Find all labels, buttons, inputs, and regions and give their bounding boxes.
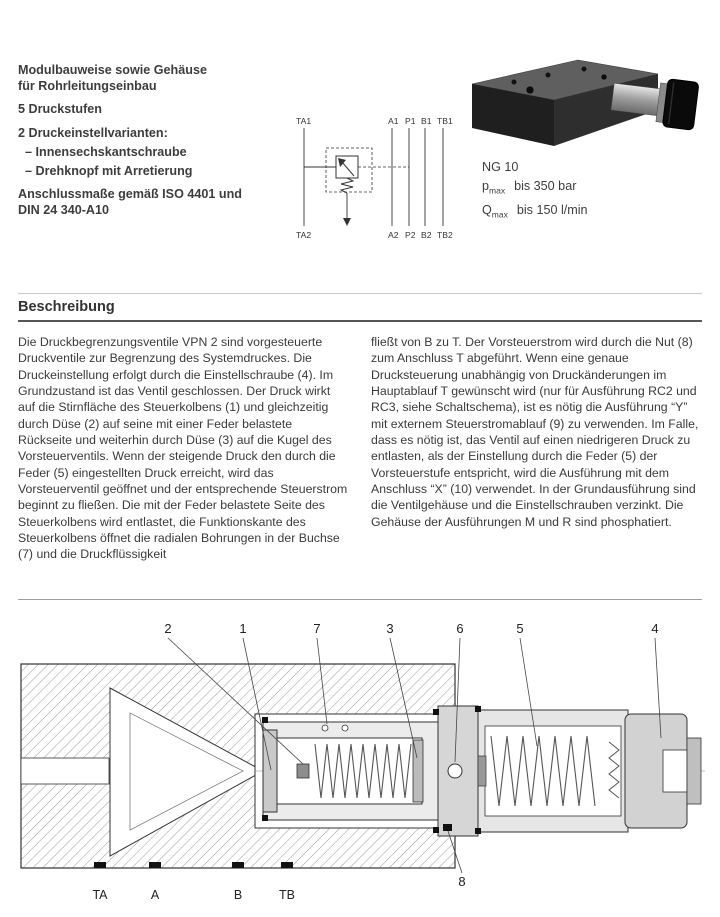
svg-text:TB1: TB1 [437,116,453,126]
hydraulic-schematic [292,114,464,240]
svg-text:3: 3 [386,621,394,636]
feature-line: Anschlussmaße gemäß ISO 4401 und [18,187,242,202]
product-info [482,158,588,224]
svg-text:5: 5 [516,621,524,636]
feature-line: 5 Druckstufen [18,102,102,117]
feature-line: 2 Druckeinstellvarianten: [18,126,168,141]
svg-text:B2: B2 [421,230,432,240]
svg-text:8: 8 [458,874,466,889]
svg-text:P2: P2 [405,230,416,240]
schematic-labels-top [296,116,453,126]
heading-rule [18,320,702,322]
qmax-line: $Q_{max}$ bis 150 l/min [482,202,588,220]
svg-text:4: 4 [651,621,659,636]
svg-text:2: 2 [164,621,172,636]
svg-text:TA1: TA1 [296,116,312,126]
pilot-stage [478,710,701,832]
feature-line: Modulbauweise sowie Gehäuse [18,63,207,77]
svg-text:A: A [150,888,160,902]
feature-line: DIN 24 340-A10 [18,203,110,218]
svg-text:TB2: TB2 [437,230,453,240]
svg-text:P1: P1 [405,116,416,126]
pmax-line: $p_{max}$ bis 350 bar [482,179,577,196]
description [18,334,702,563]
model-label: NG 10 [482,160,519,174]
section-heading: Beschreibung [18,299,115,315]
svg-text:7: 7 [313,621,321,636]
svg-text:B1: B1 [421,116,432,126]
divider [18,293,702,294]
feature-line: für Rohrleitungseinbau [18,78,157,93]
svg-text:B: B [233,888,243,902]
svg-text:TA: TA [92,888,108,902]
port-labels [92,888,295,902]
description-column-right: fließt von B zu T. Der Vorsteuerstrom wird durch die Nut (8) zum Anschluss T abgeführt. Wenn eine genaue Drucksteuerung unabhängig von Druckänderungen im Hauptablauf T gewünscht wird (nur für Ausführung RC2 und RC3, siehe Schaltschema), ist es nötig die Ausführung “Y” mit externem Steuerstromablauf (9) zu verwenden. Im Falle, dass es nötig ist, das Ventil auf einen niedrigeren Druck zu entlasten, als der Einstellung durch die Feder (5) der Vorsteuerstufe entspricht, wird die Ausführung mit dem Anschluss “X” (10) verwendet. In der Grundausführung sind die Ventilgehäuse und die Einstellschrauben verzinkt. Die Gehäuse der Ausführungen M und R sind phosphatiert. [371,335,699,529]
schematic-labels-bottom [296,230,453,240]
schematic-port-lines [304,128,443,226]
svg-text:6: 6 [456,621,464,636]
feature-list [18,63,308,219]
svg-text:A1: A1 [388,116,399,126]
product-photo [462,46,700,158]
feature-line: – Innensechskantschraube [25,144,187,159]
relief-valve-symbol [304,148,409,226]
svg-text:TA2: TA2 [296,230,312,240]
svg-text:1: 1 [239,621,247,636]
description-column-left: Die Druckbegrenzungsventile VPN 2 sind vorgesteuerte Druckventile zur Begrenzung des Systemdruckes. Die Druckeinstellung erfolgt durch die Einstellschraube (4). Im Grundzustand ist das Ventil geschlossen. Der Druck wirkt auf die Stirnfläche des Steuerkolbens (1) und gleichzeitig durch Düse (2) auf seine mit einer Feder belastete Rückseite und weiterhin durch Düse (3) auf die Kugel des Vorsteuerventils. Wenn der steigende Druck den durch die Feder (5) eingestellten Druck erreicht, wird das Vorsteuerventil geöffnet und der entsprechende Steuerstrom beginnt zu fließen. Die mit der Feder belastete Seite des Steuerkolbens wird entlastet, die Funktionskante des Steuerkolbens öffnet die radialen Bohrungen in der Buchse (7) und die Druckflüssigkeit [18,335,348,562]
svg-text:A2: A2 [388,230,399,240]
cross-section-drawing [15,618,705,910]
svg-text:TB: TB [279,888,295,902]
divider [18,599,702,600]
feature-line: – Drehknopf mit Arretierung [25,163,193,178]
